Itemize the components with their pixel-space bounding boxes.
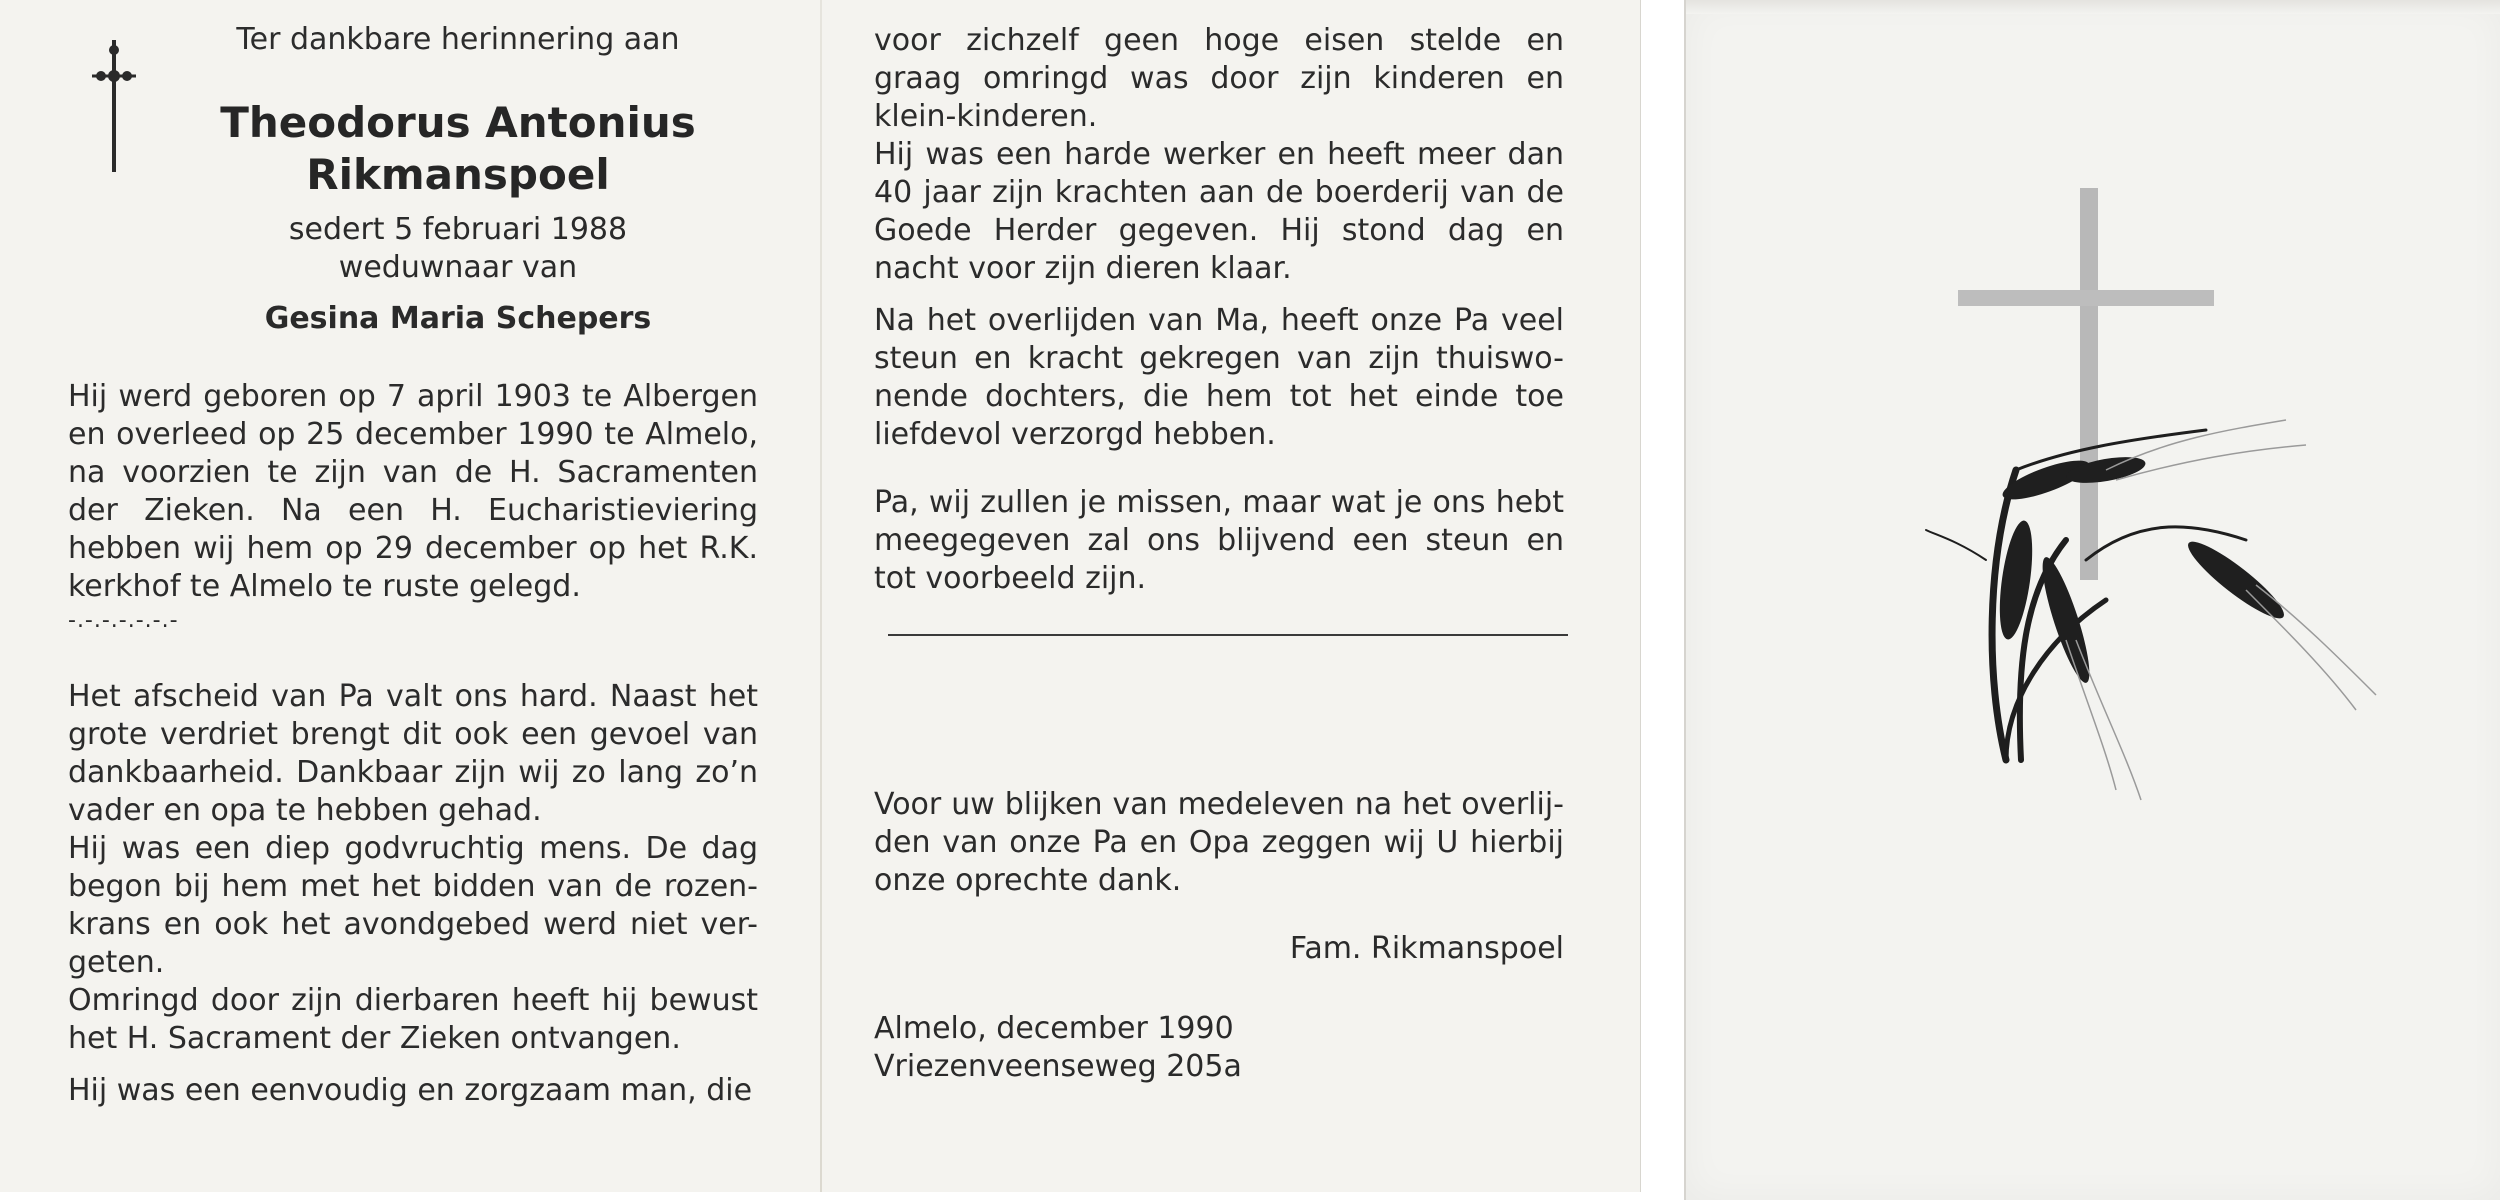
deceased-name-first: Theodorus Antonius (220, 98, 696, 147)
wheat-ears-icon (1994, 452, 2291, 686)
left-panel (68, 22, 758, 1110)
widower-label: weduwnaar van (338, 250, 578, 285)
card-fold (820, 0, 822, 1192)
separator-dashes: -.-.-.-.-.-.- (68, 608, 179, 633)
character-paragraph-end: voor zichzelf geen hoge eisen stelde en graag omringd was door zijn kinderen en klein-kinderen. (874, 23, 1564, 134)
intro-text: Ter dankbare herinnering aan (236, 22, 680, 57)
character-paragraph-start: Hij was een eenvoudig en zorgzaam man, die (68, 1073, 753, 1108)
daughters-paragraph: Na het overlijden van Ma, heeft onze Pa veel steun en kracht gekregen van zijn thuiswo-nende dochters, die hem tot het einde toe liefdevol verzorgd hebben. (874, 303, 1564, 452)
cross-wheat-illustration (1686, 0, 2500, 1200)
work-paragraph: Hij was een harde werker en heeft meer dan 40 jaar zijn krachten aan de boerderij van de Goede Herder gegeven. Hij stond dag en nacht voor zijn dieren klaar. (874, 137, 1564, 286)
thanks-paragraph: Voor uw blijken van medeleven na het overlij-den van onze Pa en Opa zeggen wij U hierbij onze oprechte dank. (874, 787, 1564, 898)
widower-since: sedert 5 februari 1988 (288, 212, 628, 247)
deceased-name-last: Rikmanspoel (306, 150, 610, 199)
memorial-card-cover (1684, 0, 2500, 1200)
piety-paragraph: Hij was een diep godvruchtig mens. De dag begon bij hem met het bidden van de rozen-krans en ook het avondgebed werd niet ver-geten. (68, 831, 758, 980)
miss-you-paragraph: Pa, wij zullen je missen, maar wat je ons hebt meegegeven zal ons blijvend een steun en tot voorbeeld zijn. (874, 485, 1564, 596)
silver-cross-icon (1958, 188, 2214, 580)
farewell-paragraph: Het afscheid van Pa valt ons hard. Naast het grote verdriet brengt dit ook een gevoel van dankbaarheid. Dankbaar zijn wij zo lang zo’n vader en opa te hebben gehad. (68, 679, 758, 828)
family-signature: Fam. Rikmanspoel (1289, 931, 1564, 966)
address: Vriezenveenseweg 205a (874, 1049, 1242, 1084)
right-panel (874, 22, 1564, 1086)
place-date: Almelo, december 1990 (874, 1011, 1234, 1046)
spouse-name: Gesina Maria Schepers (264, 301, 652, 336)
birth-death-paragraph: Hij werd geboren op 7 april 1903 te Albergen en overleed op 25 december 1990 te Almelo, na voorzien te zijn van de H. Sacramenten der Zieken. Na een H. Eucharistieviering hebben wij hem op 29 december op het R.K. kerkhof te Almelo te ruste gelegd. (68, 379, 758, 604)
card-header (68, 22, 758, 336)
sacrament-paragraph: Omringd door zijn dierbaren heeft hij bewust het H. Sacrament der Zieken ontvangen. (68, 983, 758, 1056)
